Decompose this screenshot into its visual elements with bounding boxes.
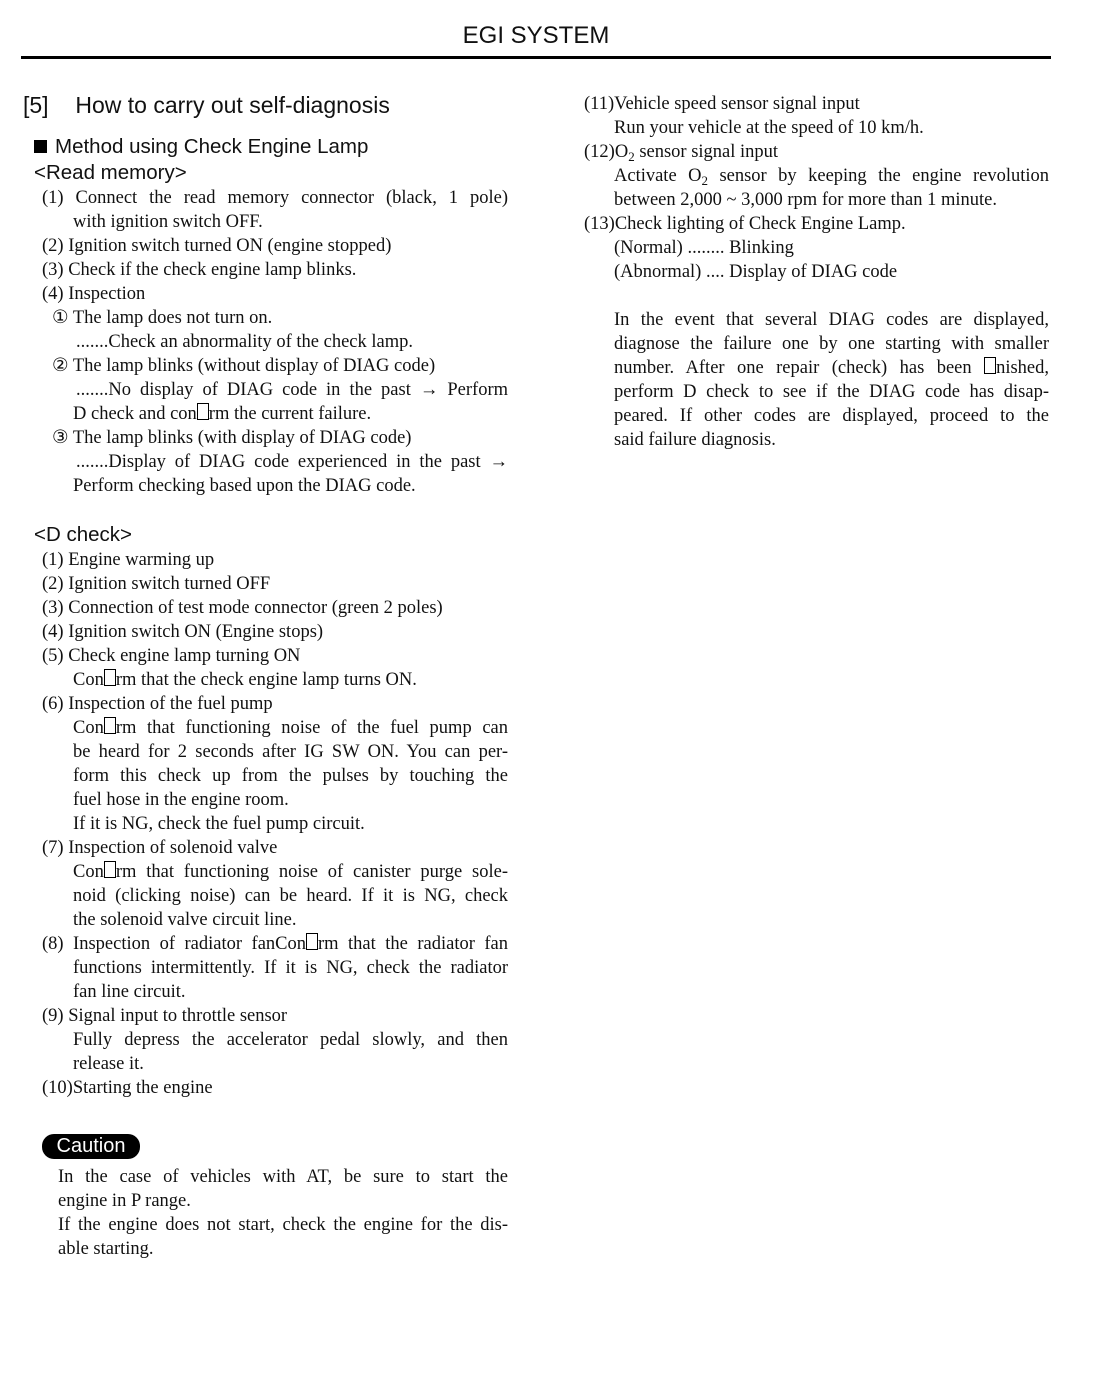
read-memory-line-8: ② The lamp blinks (without display of DIAG code)	[52, 356, 436, 376]
read-memory-line-6: ① The lamp does not turn on.	[52, 308, 273, 328]
d-check-line-3: (3) Connection of test mode connector (green 2 poles)	[42, 598, 443, 618]
d-check-line-14b: rm that functioning noise of canister purge sole-	[115, 862, 508, 882]
d-check-line-5: (5) Check engine lamp turning ON	[42, 646, 301, 666]
caution-line-4: able starting.	[58, 1239, 154, 1259]
missing-glyph-icon	[104, 861, 116, 878]
d-check-line-6b: rm that the check engine lamp turns ON.	[115, 670, 417, 690]
right-line-6: (13)Check lighting of Check Engine Lamp.	[584, 214, 906, 234]
right-line-11b: nished,	[996, 358, 1049, 378]
d-check-heading: <D check>	[34, 523, 132, 546]
right-line-3-subscript: 2	[628, 149, 635, 164]
d-check-line-8	[73, 716, 508, 740]
d-check-line-9: be heard for 2 seconds after IG SW ON. You can per-	[73, 742, 508, 762]
d-check-line-4: (4) Ignition switch ON (Engine stops)	[42, 622, 324, 642]
read-memory-line-10a: D check and con	[73, 404, 197, 424]
read-memory-line-10	[73, 402, 371, 426]
d-check-line-16: the solenoid valve circuit line.	[73, 910, 297, 930]
right-line-3	[584, 140, 778, 164]
missing-glyph-icon	[306, 933, 318, 950]
read-memory-heading: <Read memory>	[34, 161, 187, 184]
d-check-line-14	[73, 860, 508, 884]
read-memory-line-10b: rm the current failure.	[208, 404, 372, 424]
caution-badge: Caution	[42, 1134, 140, 1159]
d-check-line-6	[73, 668, 417, 692]
d-check-line-20: (9) Signal input to throttle sensor	[42, 1006, 288, 1026]
right-line-12: perform D check to see if the DIAG code has disap-	[614, 382, 1049, 402]
right-line-4-subscript: 2	[701, 173, 708, 188]
d-check-line-10: form this check up from the pulses by touching the	[73, 766, 508, 786]
section-number: [5]	[23, 92, 49, 118]
right-line-4a: Activate O	[614, 166, 702, 186]
right-line-1: (11)Vehicle speed sensor signal input	[584, 94, 860, 114]
missing-glyph-icon	[104, 717, 116, 734]
read-memory-line-4: (3) Check if the check engine lamp blinks.	[42, 260, 357, 280]
right-line-9: In the event that several DIAG codes are displayed,	[614, 310, 1049, 330]
d-check-line-18: functions intermittently. If it is NG, check the radiator	[73, 958, 508, 978]
d-check-line-13: (7) Inspection of solenoid valve	[42, 838, 278, 858]
missing-glyph-icon	[197, 403, 209, 420]
right-line-11a: number. After one repair (check) has been	[614, 358, 985, 378]
right-line-7: (Normal) ........ Blinking	[614, 238, 794, 258]
d-check-line-1: (1) Engine warming up	[42, 550, 215, 570]
d-check-line-8b: rm that functioning noise of the fuel pump can	[115, 718, 508, 738]
read-memory-line-1: (1) Connect the read memory connector (black, 1 pole)	[42, 188, 508, 208]
right-line-2: Run your vehicle at the speed of 10 km/h.	[614, 118, 924, 138]
d-check-line-7: (6) Inspection of the fuel pump	[42, 694, 273, 714]
section-title: How to carry out self-diagnosis	[75, 92, 390, 118]
read-memory-line-12: .......Display of DIAG code experienced in the past →	[76, 452, 508, 472]
black-square-bullet-icon	[34, 140, 47, 153]
right-line-8: (Abnormal) .... Display of DIAG code	[614, 262, 898, 282]
d-check-line-2: (2) Ignition switch turned OFF	[42, 574, 271, 594]
d-check-line-17b: rm that the radiator fan	[318, 934, 508, 954]
read-memory-line-13: Perform checking based upon the DIAG code.	[73, 476, 416, 496]
right-line-13: peared. If other codes are displayed, proceed to the	[614, 406, 1049, 426]
right-line-14: said failure diagnosis.	[614, 430, 776, 450]
right-line-5: between 2,000 ~ 3,000 rpm for more than 1 minute.	[614, 190, 998, 210]
d-check-line-12: If it is NG, check the fuel pump circuit.	[73, 814, 365, 834]
d-check-line-17	[42, 932, 508, 956]
d-check-line-19: fan line circuit.	[73, 982, 186, 1002]
missing-glyph-icon	[104, 669, 116, 686]
right-line-10: diagnose the failure one by one starting with smaller	[614, 334, 1049, 354]
right-line-3b: sensor signal input	[634, 142, 779, 162]
right-line-4	[614, 164, 1049, 188]
header-rule	[21, 56, 1051, 59]
d-check-line-17a: (8) Inspection of radiator fanCon	[42, 934, 306, 954]
d-check-line-14a: Con	[73, 862, 104, 882]
read-memory-line-5: (4) Inspection	[42, 284, 146, 304]
caution-line-1: In the case of vehicles with AT, be sure to start the	[58, 1167, 508, 1187]
read-memory-line-2: with ignition switch OFF.	[73, 212, 263, 232]
right-line-3a: (12)O	[584, 142, 629, 162]
read-memory-line-7: .......Check an abnormality of the check lamp.	[76, 332, 414, 352]
read-memory-line-9: .......No display of DIAG code in the past → Perform	[76, 380, 508, 400]
d-check-line-23: (10)Starting the engine	[42, 1078, 213, 1098]
section-heading	[23, 92, 390, 119]
method-heading-text: Method using Check Engine Lamp	[55, 135, 369, 158]
right-line-4b: sensor by keeping the engine revolution	[707, 166, 1049, 186]
d-check-line-6a: Con	[73, 670, 104, 690]
d-check-line-8a: Con	[73, 718, 104, 738]
read-memory-line-11: ③ The lamp blinks (with display of DIAG code)	[52, 428, 412, 448]
d-check-line-21: Fully depress the accelerator pedal slowly, and then	[73, 1030, 508, 1050]
method-heading	[34, 135, 368, 159]
right-line-11	[614, 356, 1049, 380]
d-check-line-11: fuel hose in the engine room.	[73, 790, 289, 810]
d-check-line-15: noid (clicking noise) can be heard. If it is NG, check	[73, 886, 508, 906]
d-check-line-22: release it.	[73, 1054, 144, 1074]
page-header-title: EGI SYSTEM	[462, 22, 610, 49]
caution-line-2: engine in P range.	[58, 1191, 191, 1211]
read-memory-line-3: (2) Ignition switch turned ON (engine stopped)	[42, 236, 392, 256]
missing-glyph-icon	[984, 357, 996, 374]
caution-line-3: If the engine does not start, check the engine for the dis-	[58, 1215, 508, 1235]
